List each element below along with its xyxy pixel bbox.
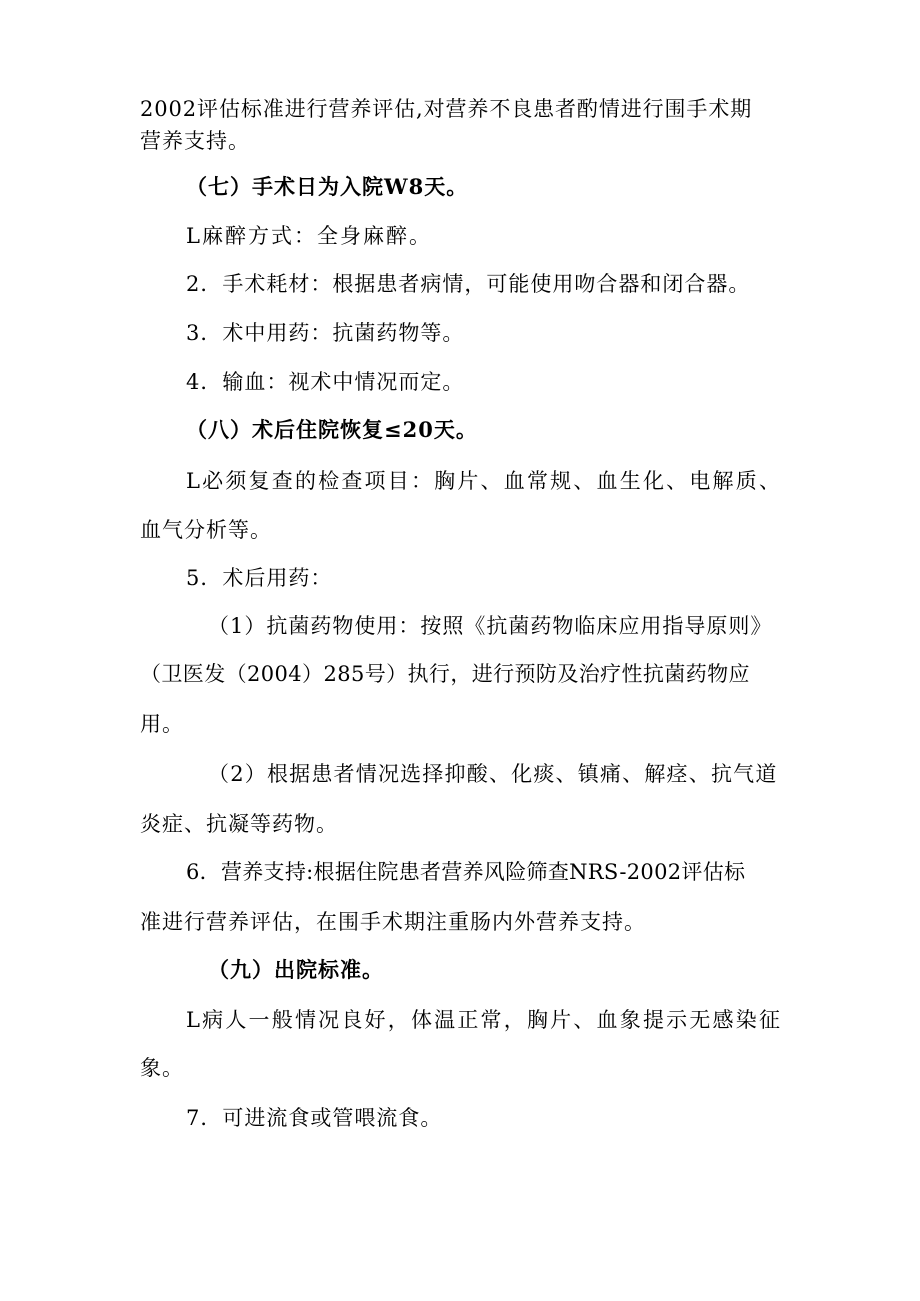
section-heading-7: （七）手术日为入院W8天。 bbox=[186, 174, 469, 199]
sub-item: （1）抗菌药物使用：按照《抗菌药物临床应用指导原则》 bbox=[208, 614, 773, 638]
list-item: 6．营养支持:根据住院患者营养风险筛查NRS-2002评估标 bbox=[186, 860, 746, 884]
paragraph-line: 血气分析等。 bbox=[140, 518, 272, 542]
paragraph-line: 用。 bbox=[140, 712, 184, 736]
paragraph-line: 炎症、抗凝等药物。 bbox=[140, 812, 338, 836]
list-item: 4．输血：视术中情况而定。 bbox=[186, 370, 465, 394]
sub-item: （2）根据患者情况选择抑酸、化痰、镇痛、解痉、抗气道 bbox=[208, 762, 778, 786]
list-item: 5．术后用药： bbox=[186, 566, 333, 590]
section-heading-8: （八）术后住院恢复≤20天。 bbox=[186, 417, 478, 442]
list-item: L麻醉方式：全身麻醉。 bbox=[186, 224, 432, 248]
paragraph-line: 营养支持。 bbox=[140, 129, 250, 153]
paragraph-line: （卫医发（2004）285号）执行，进行预防及治疗性抗菌药物应 bbox=[140, 662, 750, 686]
list-item: L病人一般情况良好，体温正常，胸片、血象提示无感染征 bbox=[186, 1008, 783, 1032]
paragraph-line: 准进行营养评估，在围手术期注重肠内外营养支持。 bbox=[140, 910, 646, 934]
list-item: 2．手术耗材：根据患者病情，可能使用吻合器和闭合器。 bbox=[186, 272, 751, 296]
list-item: 3．术中用药：抗菌药物等。 bbox=[186, 321, 465, 345]
paragraph-line: 2002评估标准进行营养评估,对营养不良患者酌情进行围手术期 bbox=[140, 97, 753, 121]
list-item: L必须复查的检查项目：胸片、血常规、血生化、电解质、 bbox=[186, 469, 783, 493]
list-item: 7．可进流食或管喂流食。 bbox=[186, 1106, 443, 1130]
section-heading-9: （九）出院标准。 bbox=[208, 957, 384, 982]
paragraph-line: 象。 bbox=[140, 1056, 184, 1080]
